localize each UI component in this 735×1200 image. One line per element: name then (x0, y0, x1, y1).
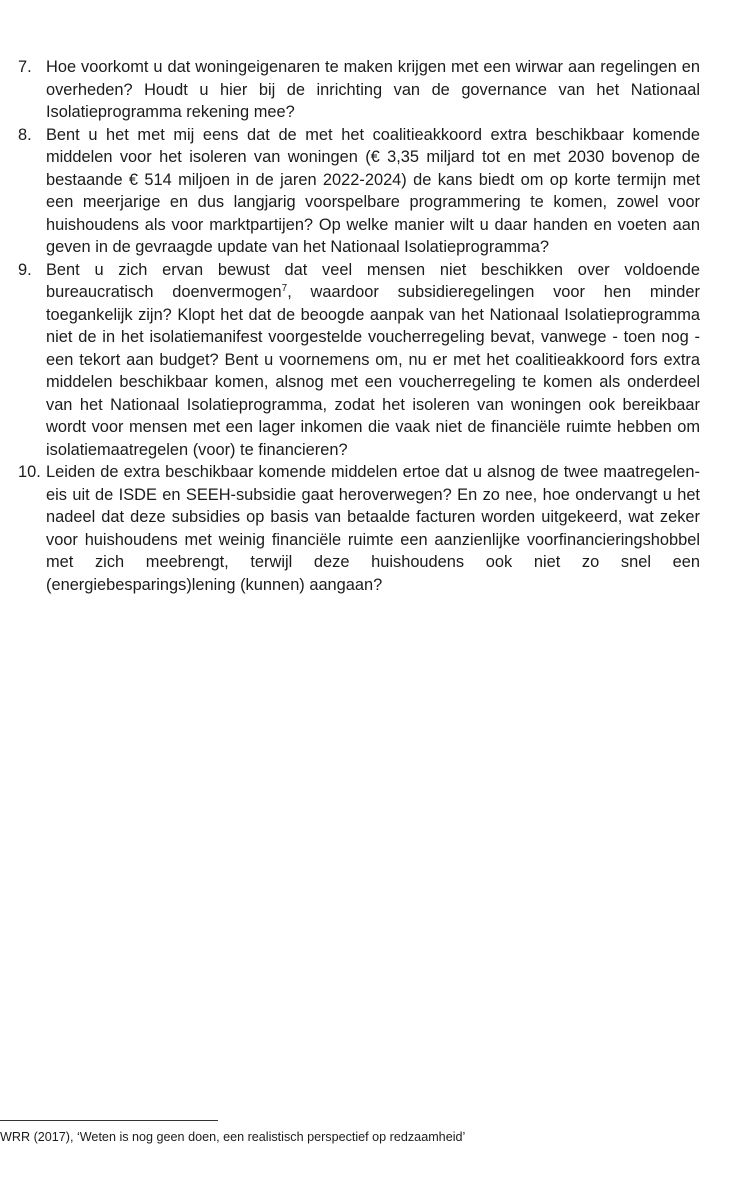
footnote-reference: 7 (281, 283, 288, 294)
question-text: Leiden de extra beschikbaar komende middelen ertoe dat u alsnog de twee maatregelen-eis uit de ISDE en SEEH-subsidie gaat heroverwegen? En zo nee, hoe ondervangt u het nadeel dat deze subsidies op basis van betaalde facturen worden uitgekeerd, wat zeker voor huishoudens met weinig financiële ruimte een aanzienlijke voorfinancieringshobbel met zich meebrengt, terwijl deze huishoudens ook niet zo snel een (energiebesparings)lening (kunnen) aangaan? (46, 463, 700, 594)
question-number: 9. (18, 260, 32, 279)
question-item (18, 461, 700, 596)
question-text: Bent u het met mij eens dat de met het coalitieakkoord extra beschikbaar komende middelen voor het isoleren van woningen (€ 3,35 miljard tot en met 2030 bovenop de bestaande € 514 miljoen in de jaren 2022-2024) de kans biedt om op korte termijn met een meerjarige en dus langjarig voorspelbare programmering te komen, zowel voor huishoudens als voor marktpartijen? Op welke manier wilt u daar handen en voeten aan geven in de gevraagde update van het Nationaal Isolatieprogramma? (46, 125, 700, 256)
question-number: 8. (18, 125, 32, 144)
question-text-part: , waardoor subsidieregelingen voor hen minder toegankelijk zijn? Klopt het dat de beoogde aanpak van het Nationaal Isolatieprogramma niet de in het isolatiemanifest voorgestelde voucherregeling bevat, vanwege - toen nog - een tekort aan budget? Bent u voornemens om, nu er met het coalitieakkoord fors extra middelen beschikbaar komen, alsnog met een voucherregeling te komen als onderdeel van het Nationaal Isolatieprogramma, zodat het isoleren van woningen ook bereikbaar wordt voor mensen met een lager inkomen die vaak niet de financiële ruimte hebben om isolatiemaatregelen (voor) te financieren? (46, 283, 700, 459)
question-text (46, 259, 700, 462)
question-item (18, 259, 700, 462)
question-number: 10. (18, 463, 41, 481)
question-text-part: Bent u zich ervan bewust dat veel mensen niet beschikken over voldoende bureaucratisch doenvermogen (46, 260, 700, 301)
question-item (18, 124, 700, 259)
question-list (18, 56, 700, 596)
question-item (18, 56, 700, 124)
question-text: Hoe voorkomt u dat woningeigenaren te maken krijgen met een wirwar aan regelingen en overheden? Houdt u hier bij de inrichting van de governance van het Nationaal Isolatieprogramma rekening mee? (46, 58, 700, 121)
question-number: 7. (18, 58, 32, 76)
footnote-divider (0, 1120, 218, 1121)
footnote-text: WRR (2017), ‘Weten is nog geen doen, een realistisch perspectief op redzaamheid’ (0, 1130, 466, 1144)
